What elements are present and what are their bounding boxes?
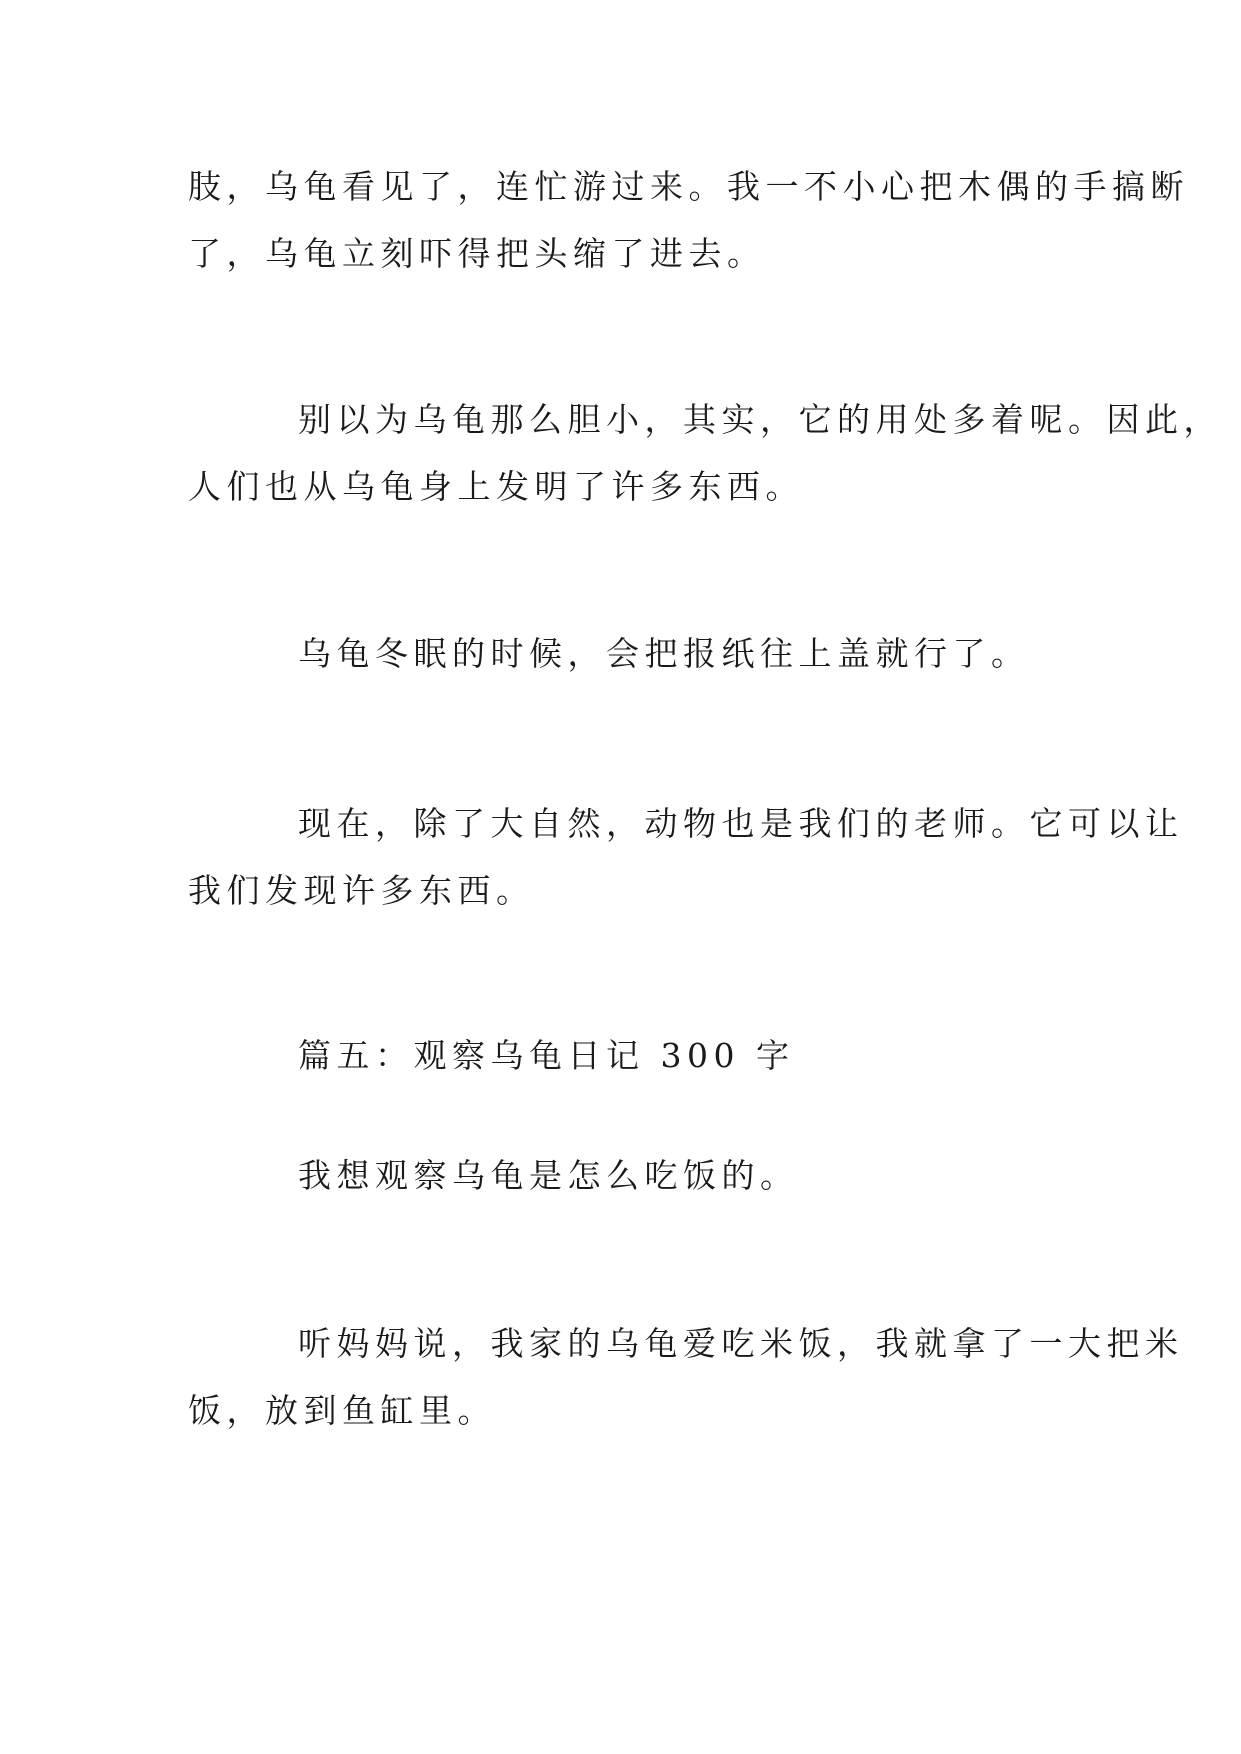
paragraph-7: [188, 1310, 1184, 1444]
paragraph-line: 别以为乌龟那么胆小，其实，它的用处多着呢。因此，: [298, 400, 1222, 439]
paragraph-line: 饭，放到鱼缸里。: [188, 1391, 496, 1430]
paragraph-2: [188, 386, 1222, 520]
paragraph-line: 我想观察乌龟是怎么吃饭的。: [298, 1156, 799, 1195]
paragraph-line: 乌龟冬眠的时候，会把报纸往上盖就行了。: [298, 634, 1030, 673]
paragraph-3: [188, 620, 1058, 687]
section-heading: [188, 1022, 1058, 1089]
paragraph-line: 人们也从乌龟身上发明了许多东西。: [188, 467, 804, 506]
paragraph-line: 现在，除了大自然，动物也是我们的老师。它可以让: [298, 804, 1184, 843]
paragraph-line: 听妈妈说，我家的乌龟爱吃米饭，我就拿了一大把米: [298, 1324, 1184, 1363]
section-heading-text: 篇五：观察乌龟日记 300 字: [298, 1036, 795, 1075]
paragraph-line: 肢，乌龟看见了，连忙游过来。我一不小心把木偶的手搞断: [188, 167, 1189, 206]
paragraph-4: [188, 790, 1184, 924]
paragraph-line: 了，乌龟立刻吓得把头缩了进去。: [188, 234, 766, 273]
paragraph-6: [188, 1142, 1058, 1209]
paragraph-1: [188, 153, 1189, 287]
paragraph-line: 我们发现许多东西。: [188, 871, 535, 910]
